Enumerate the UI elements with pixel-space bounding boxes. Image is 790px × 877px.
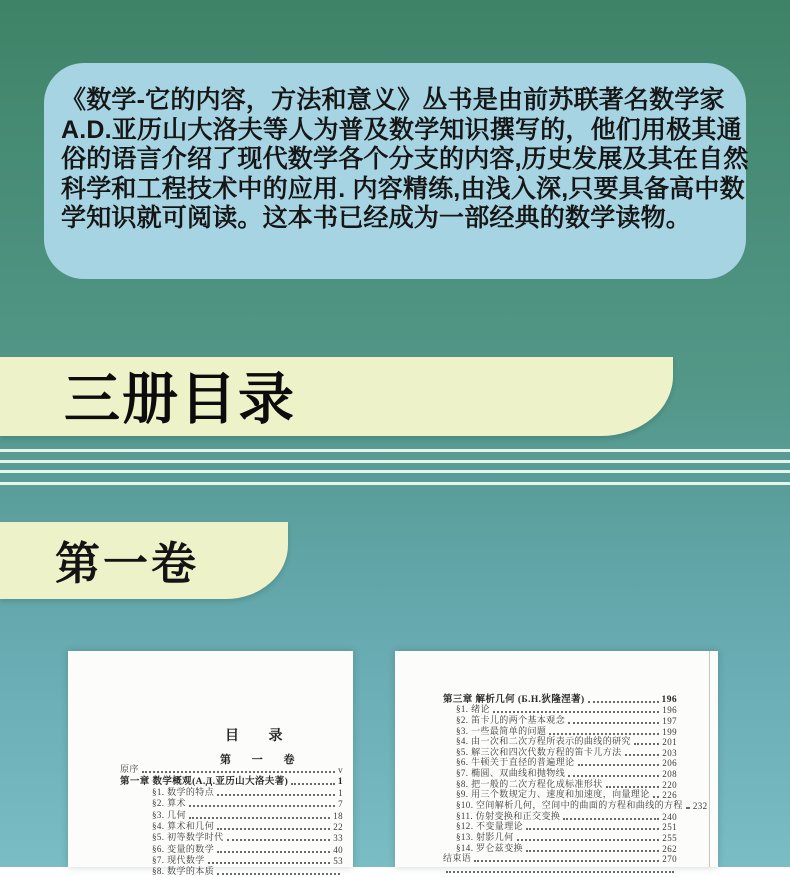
toc-entry-label: §5. 解三次和四次代数方程的笛卡儿方法 [456,746,622,757]
toc-dot-leader [217,851,330,853]
toc-entry-label: §4. 由一次和二次方程所表示的曲线的研究 [456,736,631,747]
toc-dot-leader [578,764,660,766]
toc-page-subheading: 第 一 卷 [220,754,304,766]
toc-entry-page-number: 255 [662,832,677,843]
toc-rows-right [443,694,708,875]
toc-entry-label: §9. 用三个数规定力、速度和加速度，向量理论 [456,789,650,800]
toc-dot-leader [686,807,690,809]
toc-entry-page-number: 232 [692,801,708,812]
toc-entry-page-number: 33 [333,833,343,844]
toc-dot-leader [446,871,674,873]
toc-entry-page-number: 270 [662,854,677,865]
toc-entry-label: §8. 把一般的二次方程化成标准形状 [456,778,603,789]
toc-entry-label: §2. 算术 [152,798,186,809]
toc-entry-label: 第三章 解析几何 (Б.Н.狄隆涅著) [443,694,585,705]
toc-section-banner [0,357,673,436]
toc-page-heading: 目 录 [225,729,296,744]
intro-text-line: 科学和工程技术中的应用. 内容精练,由浅入深,只要具备高中数 [61,174,745,203]
toc-entry-label: §13. 射影几何 [456,831,514,842]
toc-entry-page-number: 40 [333,844,343,855]
toc-dot-leader [291,783,335,785]
toc-dot-leader [208,862,330,864]
toc-entry-page-number: 199 [662,726,677,737]
decorative-line [0,482,790,485]
toc-section-title: 三册目录 [64,366,296,430]
toc-row [443,854,677,865]
toc-entry-page-number: 240 [662,811,677,822]
toc-entry-page-number: 206 [662,758,677,769]
toc-entry-page-number: 226 [662,790,677,801]
toc-entry-label: §7. 椭圆、双曲线和抛物线 [456,768,566,779]
toc-entry-label: §3. 几何 [152,809,186,820]
toc-entry-page-number: 22 [333,822,343,833]
toc-entry-label: 结束语 [443,853,472,864]
toc-entry-page-number: 18 [333,810,343,821]
toc-entry-page-number: 7 [338,799,343,810]
volume-banner [0,522,288,599]
decorative-line [0,449,790,452]
toc-entry-label: §3. 一些最简单的问题 [456,725,547,736]
toc-entry-label: §6. 变量的数学 [152,843,215,854]
toc-dot-leader [634,743,659,745]
toc-entry-label: §1. 数学的特点 [152,787,215,798]
toc-entry-page-number: 220 [662,779,677,790]
toc-dot-leader [563,818,659,820]
toc-entry-label: §6. 牛顿关于直径的普遍理论 [456,757,575,768]
toc-entry-label: §11. 仿射变换和正交变换 [456,810,561,821]
page-edge-line [709,651,710,867]
toc-entry-page-number: 53 [333,856,343,867]
toc-dot-leader [526,828,659,830]
toc-dot-leader [526,850,659,852]
volume-title: 第一卷 [55,537,200,589]
toc-entry-label: 原序 [120,764,139,775]
toc-entry-label: §1. 绪论 [456,704,490,715]
decorative-line [0,460,790,463]
decorative-line [0,470,790,473]
toc-entry-page-number: 262 [662,843,677,854]
toc-entry-label: §10. 空间解析几何，空间中的曲面的方程和曲线的方程 [456,800,683,811]
toc-entry-page-number: 196 [661,694,677,705]
toc-entry-page-number: 203 [662,747,677,758]
toc-entry-label: §5. 初等数学时代 [152,832,224,843]
toc-dot-leader [517,839,660,841]
intro-text-line: A.D.亚历山大洛夫等人为普及数学知识撰写的，他们用极其通 [61,115,742,144]
toc-entry-label: §8. 数学的本质 [152,866,215,877]
toc-rows-left [120,764,343,877]
toc-dot-leader [625,754,660,756]
toc-row [443,843,677,854]
toc-entry-page-number: 251 [662,822,677,833]
toc-dot-leader [189,805,335,807]
toc-dot-leader [588,701,659,703]
toc-dot-leader [217,794,335,796]
intro-text-line: 学知识就可阅读。这本书已经成为一部经典的数学读物。 [61,204,692,232]
toc-scan-page-left [68,651,353,877]
toc-scan-page-right [395,651,718,867]
toc-entry-page-number: 197 [662,715,677,726]
toc-entry-page-number: 201 [662,737,677,748]
toc-entry-page-number: 1 [338,788,343,799]
toc-entry-page-number: v [338,765,343,776]
toc-entry-label: §4. 算术和几何 [152,821,215,832]
toc-row [443,864,677,875]
toc-dot-leader [217,828,330,830]
intro-text-line: 《数学-它的内容，方法和意义》丛书是由前苏联著名数学家 [61,86,725,114]
toc-entry-page-number: 196 [662,705,677,716]
toc-dot-leader [227,839,331,841]
toc-entry-label: 第一章 数学概观(А.Д.亚历山大洛夫著) [120,776,289,787]
toc-entry-label: §14. 罗仑兹变换 [456,842,524,853]
book-intro-box [44,63,749,279]
toc-dot-leader [217,873,340,875]
toc-entry-label: §2. 笛卡儿的两个基本观念 [456,714,566,725]
toc-row [120,866,343,877]
toc-dot-leader [474,860,659,862]
toc-entry-page-number: 208 [662,769,677,780]
toc-entry-label: §7. 现代数学 [152,855,205,866]
toc-dot-leader [568,722,659,724]
toc-entry-page-number: 1 [337,776,343,787]
intro-text-line: 俗的语言介绍了现代数学各个分支的内容,历史发展及其在自然 [61,145,749,173]
toc-entry-label: §12. 不变量理论 [456,821,524,832]
